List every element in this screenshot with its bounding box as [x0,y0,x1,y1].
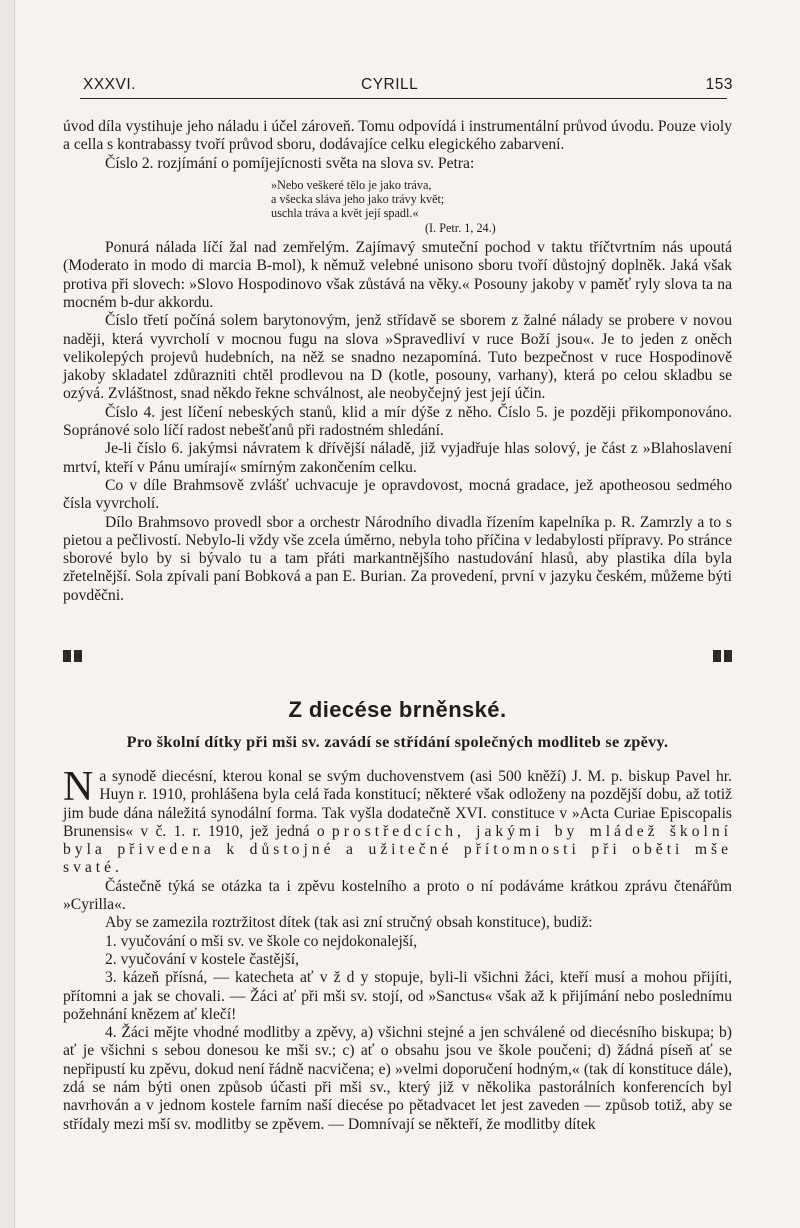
drop-cap: N [63,764,94,810]
volume-number: XXXVI. [83,76,136,93]
journal-title: CYRILL [361,76,419,93]
paragraph: Aby se zamezila roztržitost dítek (tak asi zní stručný obsah konstituce), budiž: [105,914,593,932]
paragraph: Je-li číslo 6. jakýmsi návratem k dřívější náladě, již vyjadřuje hlas solový, je část z »Blahoslavení mrtví, kteří v Pánu umírají« smírným zakončením celku. [63,440,732,476]
list-item: 2. vyučování v kostele častější, [105,950,300,968]
paragraph [63,764,732,878]
paragraph-text: a synodě diecésní, kterou konal se svým duchovenstvem (asi 500 kněží) J. M. p. biskup Pavel hr. Huyn r. 1910, prohlášena byla celá řada konstitucí; některé však odloženy na pozdější dobu, až totiž jim bude dána náležitá synodální forma. Tak vyšla dodatečně XVI. constituce v »Acta Curiae Episcopalis Brunensis« v č. 1. r. 1910, jež jedná o [63,768,732,840]
list-item: 1. vyučování o mši sv. ve škole co nejdokonalejší, [105,932,418,950]
quotation-line: uschla tráva a květ její spadl.« [271,206,419,221]
running-header [63,76,733,96]
emphasized-text: prostředcích, jakými by mládež školní byla přivedena k důstojné a užitečné přítomnosti při oběti mše svaté. [63,822,732,877]
paragraph: Co v díle Brahmsově zvlášť uchvacuje je opravdovost, mocná gradace, jež apotheosou sedmého čísla vyvrcholí. [63,476,732,513]
paragraph: Dílo Brahmsovo provedl sbor a orchestr Národního divadla řízením kapelníka p. R. Zamrzly a to s pietou a pečlivostí. Nebylo-li vždy vše zcela úměrno, nebyla toho příčina v ledabylosti přípravy. Po stránce sborové bylo by si bývalo tu a tam přáti markantnějšího nastudování hlasů, aby plastika díla byla zřetelnější. Sola zpívali paní Bobková a pan E. Burian. Za provedení, první v jazyku českém, můžeme býti povděčni. [63,513,732,604]
section-subtitle: Pro školní dítky při mši sv. zavádí se střídání společných modliteb se zpěvy. [126,733,669,751]
paragraph: Číslo třetí počíná solem barytonovým, jenž střídavě se sborem z žalné nálady se probere v novou naději, která vyvrcholí v mocnou fugu na slova »Spravedliví v ruce Boží jsou«. Je to jeden z oněch velikolepých projevů hudebních, na něž se snadno nezapomíná. Tuto bezpečnost v ruce Hospodinově jakoby skladatel zdůrazniti chtěl prodlevou na D (kotle, posouny, varhany), která po celou skladbu se ozývá. Zvláštnost, snad někdo řekne schválnost, ale neobyčejný jest její účin. [63,312,732,403]
paragraph: Částečně týká se otázka ta i zpěvu kostelního a proto o ní podáváme krátkou zprávu čtenářům »Cyrilla«. [63,877,732,914]
paragraph: úvod díla vystihuje jeho náladu i účel zároveň. Tomu odpovídá i instrumentální průvod úvodu. Pouze violy a cella s kontrabassy tvoří průvod sboru, dodávajíce celku elegického zabarvení. [63,118,732,154]
list-item: 3. kázeň přísná, — katecheta ať v ž d y stopuje, byli-li všichni žáci, kteří musí a mohou přijíti, přítomni a jak se chovali. — Žáci ať při mši sv. stojí, od »Sanctus« však až k přijímání nebo poslednímu požehnání knězem ať klečí! [63,969,732,1023]
top-article [63,118,732,605]
paragraph: Ponurá nálada líčí žal nad zemřelým. Zajímavý smuteční pochod v taktu tříčtvrtním nás upoutá (Moderato in modo di marcia B-mol), k němuž velebné unisono sboru tvoří důstojný doplněk. Jaká však protiva při slovech: »Slovo Hospodinovo však zůstává na věky.« Posouny jakoby v paměť ryly slova ta na mocném b-dur akkordu. [63,239,732,311]
paragraph: Číslo 4. jest líčení nebeských stanů, klid a mír dýše z něho. Číslo 5. je později přikomponováno. Sopránové solo líčí radost nebešťanů při radostném shledání. [63,403,732,440]
quotation-line: a všecka sláva jeho jako trávy květ; [271,192,445,207]
section-divider [63,650,732,664]
header-rule [80,98,727,99]
paragraph: Číslo 2. rozjímání o pomíjejícnosti světa na slova sv. Petra: [105,154,475,172]
page-number: 153 [705,76,733,93]
ornament-left [63,650,82,662]
quotation [271,178,732,235]
ornament-right [713,650,732,662]
section-article [63,764,732,1134]
quotation-source: (I. Petr. 1, 24.) [425,220,496,235]
list-item: 4. Žáci mějte vhodné modlitby a zpěvy, a) všichni stejné a jen schválené od diecésního biskupa; b) ať je všichni s sebou donesou ke mši sv.; c) ať o obsahu jsou ve škole poučeni; d) žádná píseň ať se nepřipustí ku zpěvu, dokud není řádně nacvičena; e) »velmi doporučení hodným,« (tak dí konstituce dále), zdá se nám býti onen způsob účasti při mši sv., který již v několika pastorálních konferencích byl navrhován a v jednom kostele farním naší diecése po pětadvacet let jest zaveden — způsob totiž, aby se střídaly mezi mší sv. modlitby se zpěvem. — Domnívají se někteří, že modlitby dítek [63,1024,732,1133]
quotation-line: »Nebo veškeré tělo je jako tráva, [271,177,432,192]
section-title: Z diecése brněnské. [288,697,507,722]
page-edge [0,0,15,1228]
